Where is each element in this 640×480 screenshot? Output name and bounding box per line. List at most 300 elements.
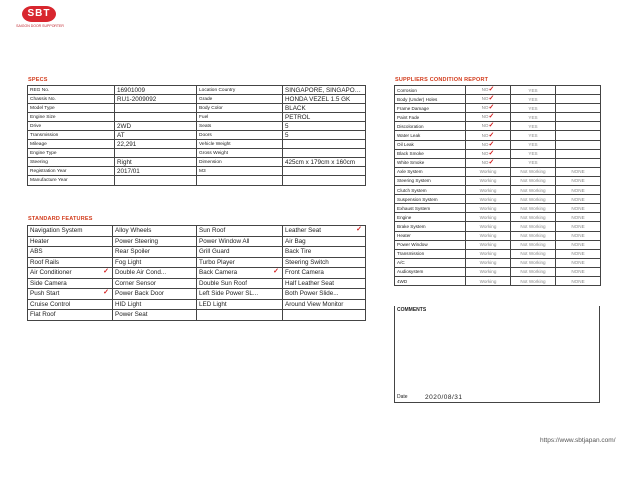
feature-label: HID Light — [115, 300, 142, 308]
condition-status-value: NONE — [571, 214, 585, 220]
condition-label: Transmission — [395, 249, 466, 258]
spec-label: M3 — [197, 167, 283, 176]
logo-tagline: SAIGON DOOR SUPPORTER — [16, 24, 64, 28]
condition-status-value: Working — [479, 260, 497, 266]
condition-status-cell — [511, 276, 556, 285]
condition-status-value: Not Working — [520, 233, 546, 239]
condition-status-cell — [556, 195, 601, 204]
feature-cell — [283, 299, 366, 310]
condition-label: Frame Damage — [395, 104, 466, 113]
spec-label: Grade — [197, 95, 283, 104]
feature-row — [28, 278, 366, 289]
condition-status-value: Not Working — [520, 269, 546, 275]
condition-empty-cell — [556, 122, 601, 131]
condition-status-cell — [466, 167, 511, 176]
condition-status-value: Working — [479, 278, 497, 284]
spec-label: Model Type — [28, 104, 115, 113]
feature-cell — [113, 278, 197, 289]
condition-label: Axle System — [395, 167, 466, 176]
condition-status-cell — [466, 231, 511, 240]
feature-cell — [113, 268, 197, 279]
condition-row — [395, 95, 601, 104]
specs-title: SPECS — [28, 77, 48, 83]
feature-row — [28, 257, 366, 268]
spec-row — [28, 131, 366, 140]
condition-status-cell — [466, 249, 511, 258]
feature-label: Power Window All — [199, 237, 250, 245]
condition-label: Water Leak — [395, 131, 466, 140]
condition-row — [395, 231, 601, 240]
feature-label: Fog Light — [115, 258, 142, 266]
condition-yes-value: YES — [528, 151, 538, 157]
condition-status-value: Working — [479, 233, 497, 239]
feature-cell — [113, 289, 197, 300]
condition-row — [395, 213, 601, 222]
check-icon: ✓ — [488, 149, 495, 157]
spec-row — [28, 95, 366, 104]
condition-yes-value: YES — [528, 133, 538, 139]
condition-status-cell — [511, 213, 556, 222]
condition-status-cell — [511, 186, 556, 195]
condition-status-cell — [511, 240, 556, 249]
condition-row — [395, 86, 601, 95]
logo — [14, 6, 66, 36]
feature-label: Side Camera — [30, 279, 67, 287]
spec-row — [28, 86, 366, 95]
spec-value: PETROL — [283, 113, 366, 122]
spec-row — [28, 122, 366, 131]
feature-cell — [113, 236, 197, 247]
condition-status-value: Working — [479, 205, 497, 211]
feature-cell — [283, 310, 366, 321]
feature-cell — [28, 268, 113, 279]
condition-status-cell — [466, 276, 511, 285]
condition-label: Paint Fade — [395, 113, 466, 122]
feature-cell — [28, 310, 113, 321]
condition-status-value: Working — [479, 214, 497, 220]
spec-label: Body Color — [197, 104, 283, 113]
feature-cell — [28, 289, 113, 300]
feature-row — [28, 310, 366, 321]
feature-label: Left Side Power SL... — [199, 290, 259, 298]
condition-label: Exhaust System — [395, 204, 466, 213]
feature-label: Back Tire — [285, 248, 312, 256]
condition-label: Corrosion — [395, 86, 466, 95]
feature-label: Leather Seat — [285, 227, 322, 235]
condition-status-value: NONE — [571, 178, 585, 184]
check-icon: ✓ — [488, 140, 495, 148]
comments-box — [394, 306, 600, 403]
condition-yes-cell — [511, 122, 556, 131]
condition-no-value: NO — [481, 114, 489, 120]
feature-label: Turbo Player — [199, 258, 235, 266]
condition-status-cell — [511, 204, 556, 213]
spec-value — [115, 176, 197, 185]
condition-row — [395, 222, 601, 231]
feature-label: Corner Sensor — [115, 279, 156, 287]
spec-value: 425cm x 179cm x 160cm — [283, 158, 366, 167]
condition-status-cell — [556, 167, 601, 176]
feature-cell — [197, 236, 283, 247]
condition-status-cell — [466, 240, 511, 249]
spec-value: 2017/01 — [115, 167, 197, 176]
spec-label: Mileage — [28, 140, 115, 149]
condition-row — [395, 249, 601, 258]
condition-status-value: NONE — [571, 169, 585, 175]
condition-status-value: Not Working — [520, 187, 546, 193]
condition-label: Suspension System — [395, 195, 466, 204]
spec-value — [283, 140, 366, 149]
condition-yes-value: YES — [528, 96, 538, 102]
spec-value: 2WD — [115, 122, 197, 131]
condition-status-cell — [556, 240, 601, 249]
feature-label: Grill Guard — [199, 248, 230, 256]
condition-no-value: NO — [481, 105, 489, 111]
condition-row — [395, 131, 601, 140]
spec-label: Dimension — [197, 158, 283, 167]
spec-value — [115, 104, 197, 113]
feature-label: Flat Roof — [30, 311, 56, 319]
feature-label: Alloy Wheels — [115, 227, 152, 235]
feature-label: Roof Rails — [30, 258, 60, 266]
condition-status-value: NONE — [571, 242, 585, 248]
feature-label: Both Power Slide... — [285, 290, 339, 298]
condition-status-cell — [511, 167, 556, 176]
condition-yes-value: YES — [528, 160, 538, 166]
condition-status-cell — [556, 231, 601, 240]
check-icon: ✓ — [103, 268, 109, 275]
condition-label: Discoloration — [395, 122, 466, 131]
feature-label: Back Camera — [199, 269, 238, 277]
condition-row — [395, 186, 601, 195]
feature-cell — [113, 310, 197, 321]
condition-label: Brake System — [395, 222, 466, 231]
condition-status-cell — [466, 195, 511, 204]
spec-value: 22,291 — [115, 140, 197, 149]
feature-label: Push Start — [30, 290, 60, 298]
condition-empty-cell — [556, 86, 601, 95]
condition-no-value: NO — [481, 96, 489, 102]
spec-label — [197, 176, 283, 185]
condition-yes-cell — [511, 86, 556, 95]
feature-label: Half Leather Seat — [285, 279, 335, 287]
check-icon: ✓ — [488, 122, 495, 130]
spec-label: Fuel — [197, 113, 283, 122]
condition-status-cell — [556, 213, 601, 222]
feature-label: Navigation System — [30, 227, 83, 235]
condition-title: SUPPLIERS CONDITION REPORT — [395, 77, 489, 83]
spec-value: RU1-2009092 — [115, 95, 197, 104]
feature-row — [28, 289, 366, 300]
condition-no-value: NO — [481, 132, 489, 138]
spec-value — [115, 149, 197, 158]
spec-label: Registration Year — [28, 167, 115, 176]
feature-cell — [283, 226, 366, 237]
condition-status-cell — [556, 276, 601, 285]
feature-cell — [197, 289, 283, 300]
condition-yes-value: YES — [528, 87, 538, 93]
spec-row — [28, 104, 366, 113]
spec-label: Manufacture Year — [28, 176, 115, 185]
feature-cell — [113, 257, 197, 268]
condition-status-value: Working — [479, 269, 497, 275]
spec-label: Chassis No. — [28, 95, 115, 104]
date-value: 2020/08/31 — [425, 394, 463, 401]
feature-cell — [197, 226, 283, 237]
condition-label: Power Window — [395, 240, 466, 249]
feature-cell — [283, 268, 366, 279]
feature-cell — [28, 257, 113, 268]
features-table — [27, 225, 366, 321]
feature-cell — [283, 278, 366, 289]
condition-status-value: Not Working — [520, 278, 546, 284]
condition-row — [395, 140, 601, 149]
condition-status-cell — [556, 267, 601, 276]
condition-row — [395, 276, 601, 285]
feature-label: Heater — [30, 237, 49, 245]
spec-label: Seats — [197, 122, 283, 131]
feature-row — [28, 247, 366, 258]
condition-status-value: NONE — [571, 260, 585, 266]
spec-value: AT — [115, 131, 197, 140]
spec-value: Right — [115, 158, 197, 167]
condition-no-cell — [466, 86, 511, 95]
condition-label: Body (Under) Holes — [395, 95, 466, 104]
feature-row — [28, 226, 366, 237]
feature-cell — [113, 226, 197, 237]
spec-value — [283, 167, 366, 176]
condition-status-cell — [556, 176, 601, 185]
condition-empty-cell — [556, 95, 601, 104]
spec-value: HONDA VEZEL 1.5 GK — [283, 95, 366, 104]
feature-label: LED Light — [199, 300, 227, 308]
condition-status-cell — [511, 231, 556, 240]
spec-label: Gross Weight — [197, 149, 283, 158]
condition-row — [395, 195, 601, 204]
spec-value: SINGAPORE, SINGAPORE — [283, 86, 366, 95]
condition-status-value: Not Working — [520, 169, 546, 175]
condition-status-cell — [511, 195, 556, 204]
feature-label: Rear Spoiler — [115, 248, 150, 256]
condition-table — [394, 85, 601, 286]
spec-value — [283, 149, 366, 158]
logo-badge: SBT — [22, 6, 56, 22]
feature-cell — [197, 257, 283, 268]
condition-status-value: Working — [479, 242, 497, 248]
condition-no-cell — [466, 122, 511, 131]
condition-no-value: NO — [481, 87, 489, 93]
spec-label: REG No. — [28, 86, 115, 95]
feature-cell — [28, 299, 113, 310]
feature-cell — [197, 310, 283, 321]
condition-status-value: NONE — [571, 251, 585, 257]
condition-no-cell — [466, 104, 511, 113]
condition-status-cell — [556, 249, 601, 258]
condition-status-cell — [511, 176, 556, 185]
spec-label: Vehicle Weight — [197, 140, 283, 149]
condition-row — [395, 158, 601, 167]
feature-cell — [197, 268, 283, 279]
features-title: STANDARD FEATURES — [28, 216, 93, 222]
condition-status-value: NONE — [571, 233, 585, 239]
condition-row — [395, 113, 601, 122]
condition-yes-cell — [511, 158, 556, 167]
condition-empty-cell — [556, 158, 601, 167]
condition-row — [395, 176, 601, 185]
condition-status-value: NONE — [571, 196, 585, 202]
condition-empty-cell — [556, 113, 601, 122]
feature-label: Power Steering — [115, 237, 159, 245]
feature-label: Double Sun Roof — [199, 279, 247, 287]
spec-row — [28, 176, 366, 185]
check-icon: ✓ — [488, 104, 495, 112]
spec-label: Doors — [197, 131, 283, 140]
feature-cell — [283, 289, 366, 300]
condition-no-cell — [466, 113, 511, 122]
condition-no-value: NO — [481, 141, 489, 147]
condition-row — [395, 122, 601, 131]
feature-cell — [197, 278, 283, 289]
feature-cell — [283, 257, 366, 268]
feature-row — [28, 268, 366, 279]
spec-label: Steering — [28, 158, 115, 167]
spec-label: Drive — [28, 122, 115, 131]
spec-label: Engine Size — [28, 113, 115, 122]
spec-value: 16901009 — [115, 86, 197, 95]
feature-label: Air Conditioner — [30, 269, 72, 277]
condition-status-value: Working — [479, 187, 497, 193]
condition-no-cell — [466, 95, 511, 104]
spec-row — [28, 140, 366, 149]
condition-yes-cell — [511, 104, 556, 113]
condition-status-value: NONE — [571, 187, 585, 193]
condition-no-value: NO — [481, 150, 489, 156]
condition-status-cell — [466, 213, 511, 222]
condition-status-cell — [466, 222, 511, 231]
condition-row — [395, 149, 601, 158]
check-icon: ✓ — [488, 86, 495, 94]
comments-label: COMMENTS — [397, 307, 427, 313]
feature-label: Power Seat — [115, 311, 148, 319]
condition-yes-cell — [511, 131, 556, 140]
condition-status-value: Working — [479, 169, 497, 175]
feature-label: Power Back Door — [115, 290, 164, 298]
condition-yes-cell — [511, 113, 556, 122]
condition-status-value: NONE — [571, 269, 585, 275]
condition-label: Clutch System — [395, 186, 466, 195]
condition-status-cell — [556, 204, 601, 213]
condition-status-cell — [511, 267, 556, 276]
condition-empty-cell — [556, 131, 601, 140]
feature-cell — [28, 236, 113, 247]
feature-cell — [197, 247, 283, 258]
condition-label: Heater — [395, 231, 466, 240]
condition-no-cell — [466, 131, 511, 140]
check-icon: ✓ — [488, 158, 495, 166]
condition-yes-cell — [511, 95, 556, 104]
condition-status-value: NONE — [571, 205, 585, 211]
feature-cell — [283, 247, 366, 258]
spec-row — [28, 149, 366, 158]
condition-empty-cell — [556, 149, 601, 158]
feature-label: Steering Switch — [285, 258, 329, 266]
spec-row — [28, 113, 366, 122]
spec-value: 5 — [283, 122, 366, 131]
condition-row — [395, 267, 601, 276]
condition-yes-value: YES — [528, 123, 538, 129]
feature-label: Air Bag — [285, 237, 306, 245]
check-icon: ✓ — [273, 268, 279, 275]
feature-cell — [28, 226, 113, 237]
spec-value — [283, 176, 366, 185]
spec-value: 5 — [283, 131, 366, 140]
condition-no-cell — [466, 158, 511, 167]
feature-cell — [28, 278, 113, 289]
condition-status-value: Working — [479, 251, 497, 257]
spec-label: Location Country — [197, 86, 283, 95]
spec-row — [28, 167, 366, 176]
feature-label: Cruise Control — [30, 300, 71, 308]
spec-value: BLACK — [283, 104, 366, 113]
condition-no-cell — [466, 140, 511, 149]
condition-label: Audiosystem — [395, 267, 466, 276]
condition-status-value: Not Working — [520, 178, 546, 184]
condition-label: 4WD — [395, 276, 466, 285]
condition-yes-value: YES — [528, 105, 538, 111]
check-icon: ✓ — [488, 113, 495, 121]
condition-yes-cell — [511, 140, 556, 149]
feature-label: Sun Roof — [199, 227, 226, 235]
condition-row — [395, 204, 601, 213]
condition-yes-value: YES — [528, 114, 538, 120]
condition-label: A/C — [395, 258, 466, 267]
check-icon: ✓ — [488, 95, 495, 103]
feature-cell — [28, 247, 113, 258]
spec-value — [115, 113, 197, 122]
condition-empty-cell — [556, 140, 601, 149]
condition-status-cell — [466, 267, 511, 276]
condition-status-value: Working — [479, 223, 497, 229]
condition-status-cell — [511, 258, 556, 267]
condition-status-cell — [511, 249, 556, 258]
condition-label: Black Smoke — [395, 149, 466, 158]
condition-status-value: Not Working — [520, 214, 546, 220]
condition-row — [395, 258, 601, 267]
date-label: Date — [397, 394, 408, 400]
feature-label: ABS — [30, 248, 43, 256]
condition-row — [395, 167, 601, 176]
check-icon: ✓ — [488, 131, 495, 139]
condition-status-value: Not Working — [520, 242, 546, 248]
check-icon: ✓ — [103, 289, 109, 296]
condition-status-cell — [466, 204, 511, 213]
feature-label: Front Camera — [285, 269, 324, 277]
condition-label: White Smoke — [395, 158, 466, 167]
condition-label: Oil Leak — [395, 140, 466, 149]
website-link[interactable]: https://www.sbtjapan.com/ — [540, 437, 616, 444]
condition-label: Steering System — [395, 176, 466, 185]
condition-status-value: NONE — [571, 278, 585, 284]
condition-status-cell — [511, 222, 556, 231]
condition-status-cell — [466, 186, 511, 195]
condition-no-value: NO — [481, 123, 489, 129]
condition-row — [395, 104, 601, 113]
condition-status-cell — [466, 258, 511, 267]
feature-cell — [283, 236, 366, 247]
condition-no-cell — [466, 149, 511, 158]
condition-status-value: NONE — [571, 223, 585, 229]
condition-row — [395, 240, 601, 249]
